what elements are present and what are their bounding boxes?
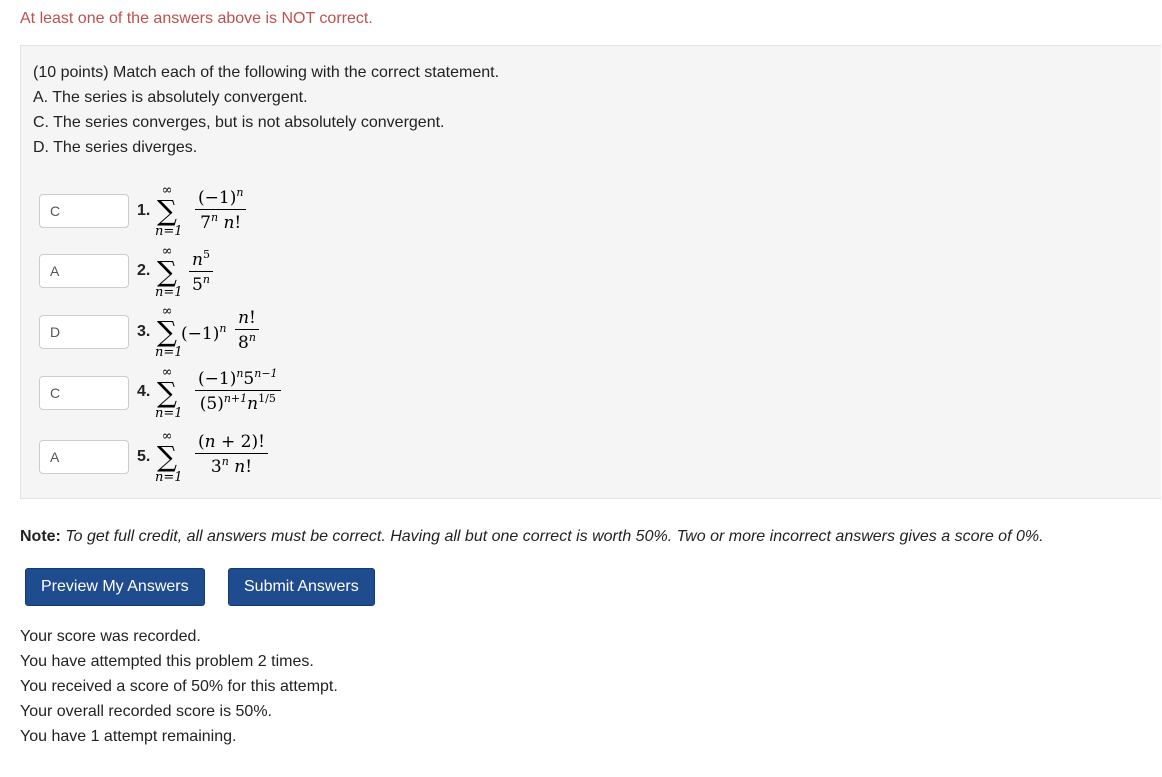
problem-statement	[33, 60, 499, 160]
answer-input-4[interactable]	[39, 376, 129, 410]
note-text: To get full credit, all answers must be correct. Having all but one correct is worth 50%. Two or more incorrect answers gives a score of 0%.	[65, 528, 1044, 545]
attempts-remaining: You have 1 attempt remaining.	[20, 728, 237, 745]
incorrect-answer-alert: At least one of the answers above is NOT correct.	[20, 10, 373, 27]
attempt-score: You received a score of 50% for this attempt.	[20, 678, 338, 695]
score-summary	[20, 624, 338, 749]
attempt-count: You have attempted this problem 2 times.	[20, 653, 314, 670]
problem-prompt: (10 points) Match each of the following with the correct statement.	[33, 64, 500, 81]
answer-input-5[interactable]	[39, 440, 129, 474]
problem-panel: (10 points) Match each of the following with the correct statement. A. The series is absolutely convergent. C. The series converges, but is not absolutely convergent. D. The series diverges. C 1. ∞ ∑ n=1 $\frac{(-1)^n}{7^n n!}$ A 2. ∞ ∑ n=1 $\frac{n^5}{5^n}$ D 3. ∞ ∑ n=1 $(-1)^n$ $\frac{n!}{8^n}$ C 4. ∞ ∑ n=1 $\frac{(-1)^n5^{n-1}}{(5)^{n+1}n^{1/5}}$ A 5. ∞ ∑ n=1 $\frac{(n + 2)!}{3^n n!}$	[20, 45, 1161, 499]
item-number-1: 1.	[137, 202, 151, 219]
item-number-2: 2.	[137, 262, 151, 279]
overall-score: Your overall recorded score is 50%.	[20, 703, 272, 720]
option-d: D. The series diverges.	[33, 139, 198, 156]
item-number-4: 4.	[137, 383, 151, 400]
answer-input-2[interactable]	[39, 254, 129, 288]
score-recorded: Your score was recorded.	[20, 628, 201, 645]
answer-input-3[interactable]	[39, 315, 129, 349]
note-label: Note:	[20, 528, 61, 545]
option-c: C. The series converges, but is not absolutely convergent.	[33, 114, 445, 131]
answer-input-1[interactable]	[39, 194, 129, 228]
grading-note	[20, 528, 1044, 546]
preview-answers-button[interactable]: Preview My Answers	[25, 568, 205, 606]
submit-answers-button[interactable]: Submit Answers	[228, 568, 375, 606]
option-a: A. The series is absolutely convergent.	[33, 89, 308, 106]
item-number-5: 5.	[137, 448, 151, 465]
item-number-3: 3.	[137, 323, 151, 340]
